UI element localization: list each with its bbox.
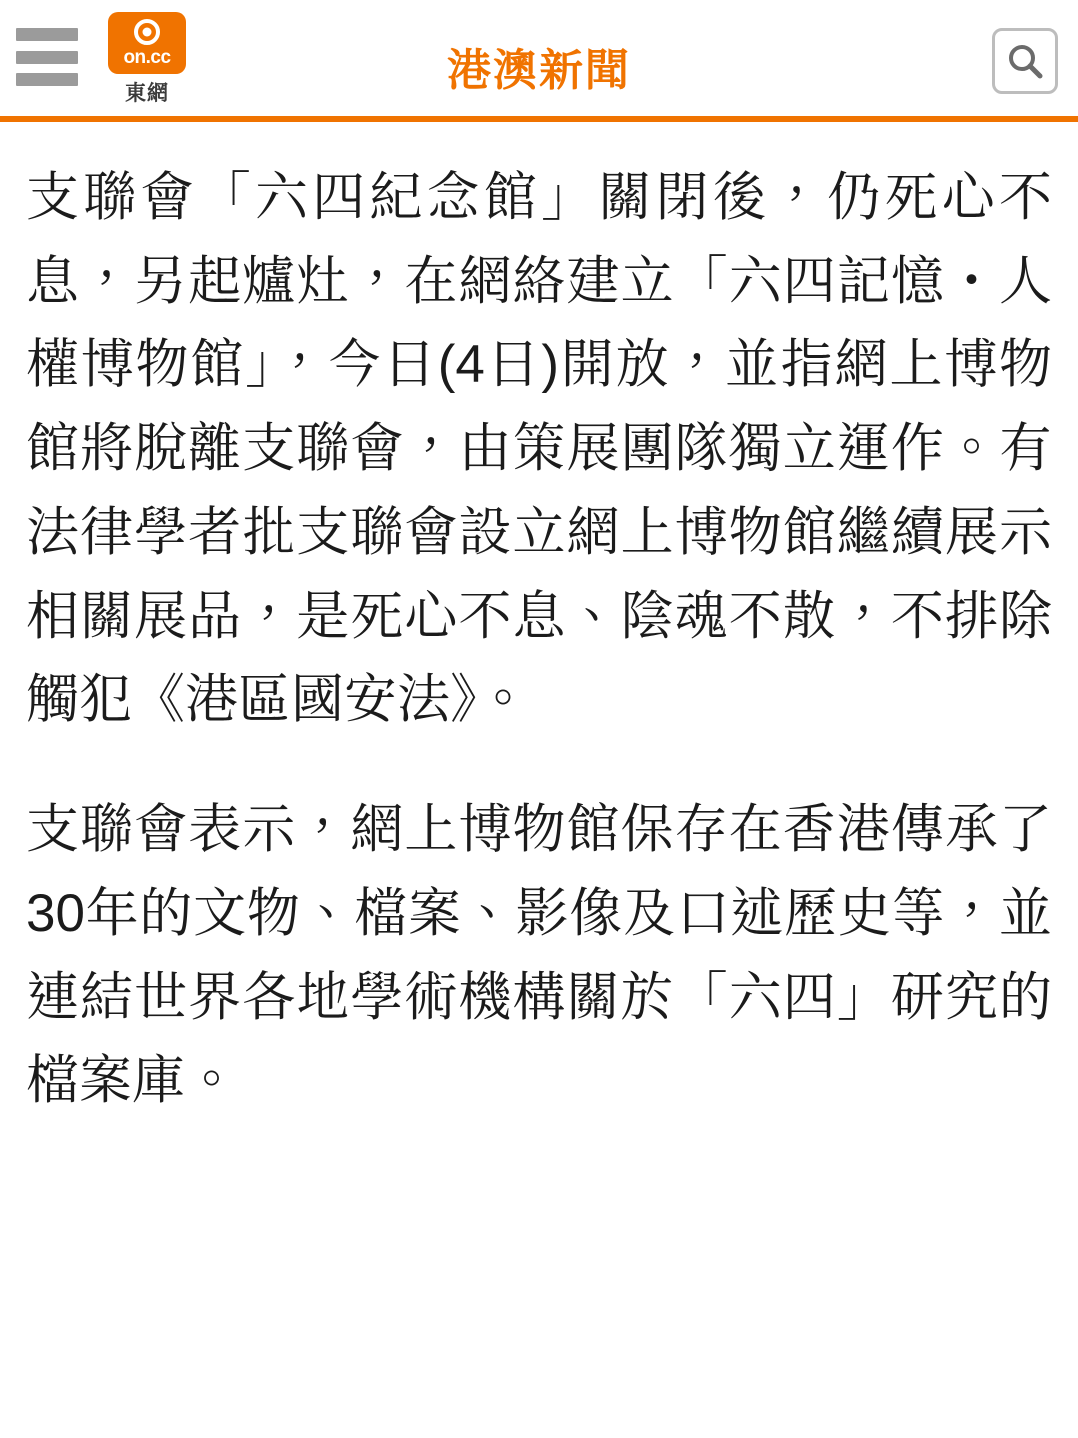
article-paragraph: 支聯會表示，網上博物館保存在香港傳承了30年的文物、檔案、影像及口述歷史等，並連結世界各地學術機構關於「六四」研究的檔案庫。 (26, 800, 1052, 1111)
article-paragraph: 支聯會「六四紀念館」關閉後，仍死心不息，另起爐灶，在網絡建立「六四記憶・人權博物館」，今日(4日)開放，並指網上博物館將脫離支聯會，由策展團隊獨立運作。有法律學者批支聯會設立網上博物館繼續展示相關展品，是死心不息、陰魂不散，不排除觸犯《港區國安法》。 (26, 168, 1052, 730)
search-icon (1006, 42, 1044, 80)
logo-sub-text: 東網 (125, 82, 169, 105)
logo-mark-text: on.cc (123, 47, 171, 68)
article-body (0, 122, 1078, 1123)
search-button[interactable] (992, 28, 1058, 94)
page-title: 港澳新聞 (447, 46, 631, 95)
app-header (0, 0, 1078, 122)
